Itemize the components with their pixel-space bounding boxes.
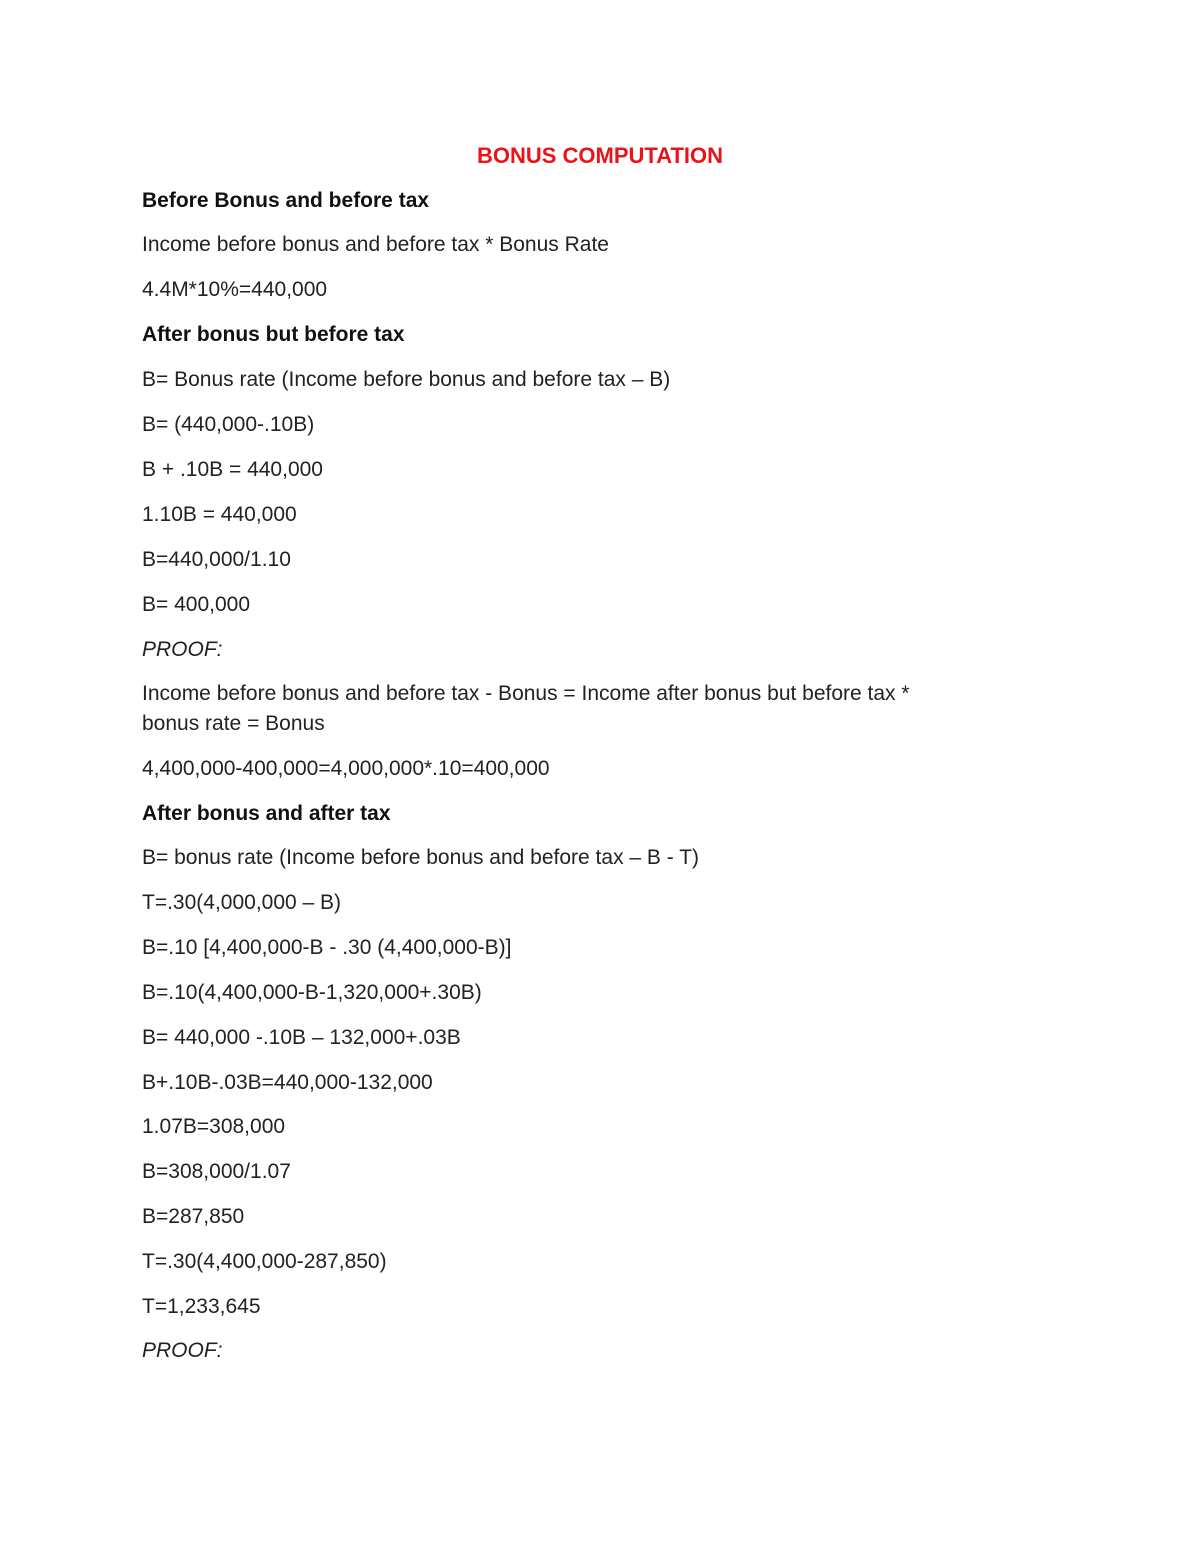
proof-label: PROOF: — [142, 1339, 223, 1362]
equation-line: T=1,233,645 — [142, 1295, 261, 1318]
equation-line: B= Bonus rate (Income before bonus and before tax – B) — [142, 368, 671, 391]
section-heading-before-bonus-before-tax: Before Bonus and before tax — [142, 189, 430, 212]
document-title: BONUS COMPUTATION — [476, 143, 724, 168]
equation-line: B + .10B = 440,000 — [142, 458, 323, 481]
formula-line: Income before bonus and before tax * Bonus Rate — [142, 233, 609, 256]
section-heading-after-bonus-before-tax: After bonus but before tax — [142, 323, 405, 346]
equation-line: B=.10(4,400,000-B-1,320,000+.30B) — [142, 981, 482, 1004]
section-heading-after-bonus-after-tax: After bonus and after tax — [142, 802, 391, 825]
calculation-line: 4.4M*10%=440,000 — [142, 278, 328, 301]
equation-line: B= 400,000 — [142, 593, 251, 616]
proof-calculation-line: 4,400,000-400,000=4,000,000*.10=400,000 — [142, 757, 550, 780]
equation-line: B=.10 [4,400,000-B - .30 (4,400,000-B)] — [142, 936, 512, 959]
proof-text-line: Income before bonus and before tax - Bonus = Income after bonus but before tax * — [142, 682, 910, 705]
equation-line: T=.30(4,400,000-287,850) — [142, 1250, 387, 1273]
equation-line: B=287,850 — [142, 1205, 245, 1228]
equation-line: T=.30(4,000,000 – B) — [142, 891, 342, 914]
proof-text-line: bonus rate = Bonus — [142, 712, 325, 735]
equation-line: B= bonus rate (Income before bonus and before tax – B - T) — [142, 846, 700, 869]
equation-line: 1.07B=308,000 — [142, 1115, 286, 1138]
equation-line: B=308,000/1.07 — [142, 1160, 291, 1183]
equation-line: B+.10B-.03B=440,000-132,000 — [142, 1071, 433, 1094]
equation-line: 1.10B = 440,000 — [142, 503, 297, 526]
equation-line: B=440,000/1.10 — [142, 548, 291, 571]
proof-label: PROOF: — [142, 638, 223, 661]
equation-line: B= (440,000-.10B) — [142, 413, 315, 436]
equation-line: B= 440,000 -.10B – 132,000+.03B — [142, 1026, 461, 1049]
